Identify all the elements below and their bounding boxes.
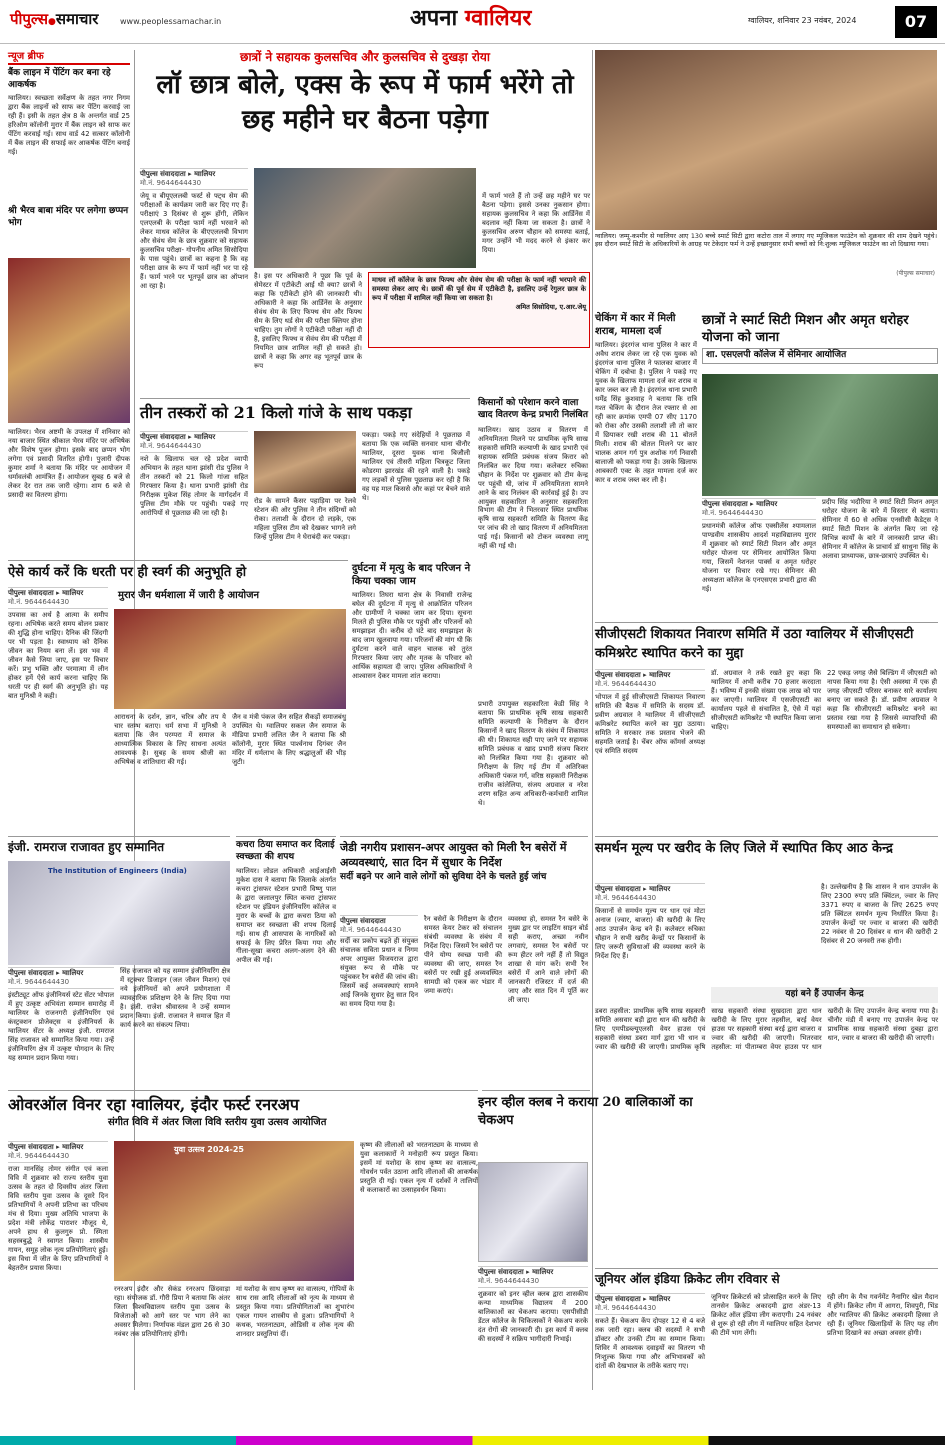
overall-headline: ओवरऑल विनर रहा ग्वालियर, इंदौर फर्स्ट रनरअप [8,1095,299,1114]
rainbasera-body-1: सर्दी का प्रकोप बढ़ते ही संयुक्त संचालक सविता प्रधान व निगम अपर आयुक्त विजयराज द्वारा संयुक्त रूप से मौके पर पहुंचकर रैन बसेरों की जांच की। जिसमें कई अव्यवस्थाएं सामने आईं जिनके सुधार हेतु सात दिन का समय दिया गया है। [340,937,418,1008]
smuggler-body-3: पकड़ा। पकड़े गए संदेहियों ने पूछताछ में बताया कि एक व्यक्ति सनवार थाना चीनौर ग्वालियर, दूसरा युवक थाना बिजौली ग्वालियर एवं तीसरी महिला चित्रकूट जिला कोडरमा झारखंड की रहने वाली है। पकड़े गए लड़कों से पुलिस पूछताछ कर रही है कि वह यह माल किससे और कहां पर बेचने वाले थे। [362,431,470,502]
engineer-photo-banner: The Institution of Engineers (India) [48,867,187,875]
engineer-headline: इंजी. रामराज राजावत हुए सम्मानित [8,840,165,854]
kisan-body-2: प्रभारी उपायुक्त सहकारिता केडी सिंह ने बताया कि प्राथमिक कृषि साख सहकारी समिति कल्याणी के निरीक्षण के दौरान किसानों ने खाद वितरण के संबंध में शिकायत की थी। शिकायत सही पाए जाने पर सहायक समिति प्रबंधक व खाद प्रभारी संजय किरार को निलंबित किया गया है। शुक्रवार को निरीक्षण के लिए गई टीम में अतिरिक्त अधिकारी पंकज गर्ग, वरिष्ठ सहकारी निरीक्षक राजीव कांलेलिया, संजय अग्रवाल व नरेश शरण सहित अन्य अधिकारी-कर्मचारी शामिल थे। [478,700,588,807]
engineer-story [8,836,230,1086]
msp-body-1: किसानों से समर्थन मूल्य पर धान एवं मोटा अनाज (ज्वार, बाजरा) की खरीदी के लिए आठ उपार्जन केन्द्र बने हैं। कलेक्टर रुचिका चौहान ने सभी खरीद केन्द्रों पर किसानों के लिए जरूरी सुविधाओं की व्यवस्था करने के निर्देश दिए हैं। [595,907,705,960]
rainbasera-byline: पीपुल्स संवाददाता मो.नं. 9644644430 [340,915,418,937]
dharti-byline: पीपुल्स संवाददाता ▸ ग्वालियर मो.नं. 9644644430 [8,587,108,609]
bhairav-photo [8,258,130,423]
lead-kicker: छात्रों ने सहायक कुलसचिव और कुलसचिव से दुखड़ा रोया [240,50,490,64]
brief-title-2: श्री भैरव बाबा मंदिर पर लगेगा छप्पन भोग [8,205,129,228]
smuggler-story [140,398,470,556]
overall-body-3: मां यशोदा के साथ कृष्ण का वात्सल्य, गोपियों के साथ रास आदि लीलाओं को नृत्य के माध्यम से प्रस्तुत किया गया। प्रतियोगिताओं का शुभारंभ एकल गायन शास्त्रीय से हुआ। प्रतिभागियों ने कथक, भरतनाट्यम, ओडिसी व लोक नृत्य की शानदार प्रस्तुतियां दीं। [236,1285,354,1338]
masthead [0,0,945,44]
dharti-body-2: आराधना के दर्शन, ज्ञान, चरित्र और तप ये चार स्तम्भ बताए। धर्म सभा में मुनिश्री ने बताया कि जैन परम्परा में समाज के आध्यात्मिक विकास के लिए साधना अत्यंत आवश्यक है। सुबह के समय श्रीजी का अभिषेक व शांतिधारा की गई। [114,713,226,766]
msp-subheading: यहां बने हैं उपार्जन केन्द्र [711,987,938,1003]
cricket-body-3: रही लीग के मैच गवर्नमेंट नैनागिर खेल मैदान में होंगे। क्रिकेट लीग में आगरा, शिवपुरी, भिंड और ग्वालियर की क्रिकेट अकादमी हिस्सा ले रही हैं। जूनियर खिलाड़ियों के लिए यह लीग प्रतिभा दिखाने का अच्छा अवसर होगी। [827,1293,938,1337]
yuva-utsav-photo [114,1141,354,1281]
smartcity-body-2: प्रदीप सिंह भदौरिया ने स्मार्ट सिटी मिशन अमृत धरोहर योजना के बारे में विस्तार से बताया। सेमिनार में 60 से अधिक एनसीसी कैडेट्स ने स्मार्ट सिटी मिशन के अंतर्गत किए जा रहे विभिन्न कार्यों के बारे में जानकारी प्राप्त की। सेमिनार में कॉलेज के प्राचार्य डॉ साधुना सिंह के अलावा प्राध्यापक, छात्र-छात्राएं उपस्थित थे। [822,498,938,560]
brief-body-1: ग्वालियर। स्वच्छता सर्वेक्षण के तहत नगर निगम द्वारा बैंक लाइनों को साफ कर पेंटिंग करवाई जा रही हैं। इसी के तहत क्षेत्र 8 के अन्तर्गत वार्ड 25 हरिओम कॉलोनी मुरार में बैंक लाइन को साफ कर पेंटिंग करवाई गई। साथ वार्ड 42 सत्कार कॉलोनी में बैंक लाइन की सफाई कर आकर्षक पेंटिंग बनाई गई। [8,93,130,156]
kachra-body: ग्वालियर। लोडल अधिकारी आईआईसी मुकेश दास ने बताया कि जिलाके अंतर्गत कचरा ट्रांसफर स्टेशन प्रभारी विष्णु पाल के द्वारा जलालपुर स्थित कचरा ट्रांसफर स्टेशन पर इंडियन इंजीनियरिंग कॉलेज व मुरार के बच्चों के द्वारा कचरा ठिया को समाप्त कर स्वच्छता की शपथ दिलाई गई। साथ ही आसपास के नागरिकों को सफाई के लिए प्रेरित किया गया और गीला-सूखा कचरा अलग-अलग देने की अपील की गई। [236,866,336,965]
lead-body-2: है। इस पर अधिकारी ने पूछा कि पूर्व के सेमेस्टर में एटीकेटी आई थी क्या? छात्रों ने कहा कि एटीकेटी होने की जानकारी थी। अधिकारी ने कहा कि आर्डिनेंस के अनुसार सेवंथ सेम के लिए फिफ्थ सेम और फिफ्थ सेम के लिए थर्ड सेम की परीक्षा क्लियर होना चाहिए। तुम लोगों ने एटीकेटी परीक्षा नहीं दी है, इसलिए फिफ्थ व सेवंथ सेम की परीक्षा में नियमित छात्र शामिल नहीं हो सकते हो। छात्रों ने कहा कि अगर वह भूतपूर्व छात्र के रूप [254,272,362,370]
dharti-body-1: उपवास का अर्थ है आत्मा के समीप रहना। अभिषेक करते समय बोलन प्रकार की शुद्धि होना चाहिए। दैनिक की जिंदगी पर भी पड़ता है। स्वाध्याय को दैनिक जीवन का नियम बना लें। इस भव में जीवन कैसे जिया जाए, इस पर विचार करें। प्रभु भक्ति और परमात्मा में लीन होकर हमें ऐसे कार्य करना चाहिए कि धरती पर ही स्वर्ग की अनुभूति हो। यह बात मुनिश्री ने कही। [8,611,108,700]
logo-text-left: पीपुल्स [10,10,49,28]
cricket-story [595,1268,938,1433]
page-number: 07 [895,6,937,38]
brief-title-1: बैंक लाइन में पेंटिंग कर बना रहे आकर्षक [8,68,111,91]
section-title-red: ग्वालियर [464,5,532,31]
top-photo-block [595,50,937,310]
msp-centers: डबरा तहसील: प्राथमिक कृषि साख सहकारी समिति असवार बड़ी द्वारा धान की खरीदी के लिए एमपीडब्ल्यूएलसी वेयर हाउस एवं सहकारी संस्था डबरा मार्ग द्वारा भी धान व ज्वार की खरीदी की जाएगी। प्राथमिक कृषि साख सहकारी संस्था सुखदाता द्वारा धान खरीदी के लिए मुरार तहसील, बरई वेयर हाउस पर सहकारी संस्था बरई द्वारा बाजरा व ज्वार की खरीदी की जाएगी। भितरवार तहसील: मां पीताम्बरा वेयर हाउस पर धान खरीदी के लिए उपार्जन केन्द्र बनाया गया है। चीनौर मंडी में बनाए गए उपार्जन केन्द्र पर प्राथमिक साख सहकारी संस्था दुबहा द्वारा धान, ज्वार व बाजरा की खरीदी की जाएगी। [595,1007,938,1051]
gst-body-2: डॉ. अग्रवाल ने तर्क रखते हुए कहा कि ग्वालियर में अभी करीब 70 हजार करदाता हैं। भविष्य में इनकी संख्या एक लाख को पार कर जाएगी। ग्वालियर में एसजीएसटी का कार्यालय पहले से संचालित है, ऐसे में यहां सीजीएसटी कमिश्नरेट भी स्थापित किया जाना चाहिए। [711,669,821,731]
lead-quote-box [368,272,590,348]
engineer-body-1: इंस्टीट्यूट ऑफ इंजीनियर्स स्टेट सेंटर भोपाल में हुए उत्कृष्ट अभियंता सम्मान समारोह में ग्वालियर के राजनगरी इंजीनियरिंग एवं कंस्ट्रक्शन प्रोजेक्ट्स व इंजीनियर्स के ग्वालियर सेंटर के अध्यक्ष इंजी. रामराज सिंह राजावत को सम्मानित किया गया। उन्हें इंजीनियरिंग क्षेत्र में उत्कृष्ट योगदान के लिए यह सम्मान प्रदान किया गया। [8,991,114,1062]
news-brief-column [8,50,130,590]
overall-body-2: रनरअप इंदौर और सेकंड रनरअप छिंदवाड़ा रहा। संयोजक डॉ. गौरी प्रिया ने बताया कि अंतर जिला विश्वविद्यालय स्तरीय युवा उत्सव के विजेताओं को आगे स्तर पर भाग लेने का अवसर मिलेगा। निर्णायक मंडल द्वारा 26 से 30 नवंबर तक प्रतियोगिताएं होंगी। [114,1285,230,1338]
cricket-headline: जूनियर ऑल इंडिया क्रिकेट लीग रविवार से [595,1272,780,1286]
overall-body-1: राजा मानसिंह तोमर संगीत एवं कला विवि में शुक्रवार को राज्य स्तरीय युवा उत्सव के तहत दो दिवसीय अंतर जिला विवि स्तरीय युवा उत्सव के दूसरे दिन प्रतिभागियों ने अपनी प्रतिभा का परिचय मंच से दिया। मुख्य अतिथि भाजपा के प्रदेश मंत्री लोकेंद्र पाराशर मौजूद थे, अपने हाथ से कुलगुरु प्रो. स्मिता सहस्त्रबुद्धे ने स्वागत किया। शास्त्रीय गायन, समूह लोक नृत्य प्रतियोगिताएं हुईं। इस विधा में जीत के लिए प्रतिभागियों ने बेहतरीन प्रयास किया। [8,1165,108,1272]
gst-body-1: भोपाल में हुई सीजीएसटी शिकायत निवारण समिति की बैठक में समिति के सदस्य डॉ. प्रवीण अग्रवाल ने ग्वालियर में सीजीएसटी कमिश्नरेट स्थापित करने का मुद्दा उठाया। समिति ने सरकार तक प्रस्ताव भेजने की सहमति जताई है। चेंबर ऑफ कॉमर्स अध्यक्ष एवं समिति सदस्य [595,693,705,755]
checking-body: ग्वालियर। इंदरगंज थाना पुलिस ने कार में अवैध शराब लेकर जा रहे एक युवक को इंदरगंज थाना पुलिस ने फालका बाजार में चेकिंग में दबोचा है। पुलिस ने पकड़े गए युवक के खिलाफ मामला दर्ज कर शराब व कार जब्त कर ली है। इंदरगंज थाना प्रभारी धर्मेंद्र सिंह कुशवाह ने बताया कि रात्रि गश्त चेकिंग के दौरान तेज रफ्तार से आ रही कार क्रमांक एमपी 07 सीए 1170 को रोका और उसकी तलाशी ली तो कार में छिपाकर रखी शराब की 11 बोतलें मिली। शराब की बोतल मिलने पर कार चालक अमन गर्ग पुत्र अशोक गर्ग निवासी बालाजी को पकड़ा गया है। उसके खिलाफ आबकारी एक्ट के तहत मामला दर्ज कर कार व शराब जब्त कर ली है। [595,341,697,484]
ganja-photo [254,431,356,493]
top-photo-credit: (पीपुल्स समाचार) [896,270,935,277]
accident-story [352,562,472,830]
kachra-story [236,836,336,1086]
overall-byline: पीपुल्स संवाददाता ▸ ग्वालियर मो.नं. 9644644430 [8,1141,108,1163]
msp-headline: समर्थन मूल्य पर खरीद के लिए जिले में स्थापित किए आठ केन्द्र [595,841,893,856]
gst-byline: पीपुल्स संवाददाता ▸ ग्वालियर मो.नं. 9644644430 [595,669,705,691]
smartcity-body-1: प्रधानमंत्री कॉलेज ऑफ एक्सीलेंस श्यामलाल पाण्डवीय शासकीय आदर्श महाविद्यालय मुरार में शुक्रवार को स्मार्ट सिटी मिशन और अमृत धरोहर योजना पर सेमिनार आयोजित किया गया, जिसमें नेशनल पार्क्स व अमृत धरोहर योजना पर विचार रखे गए। सेमिनार की अध्यक्षता कॉलेज के एनएसएस प्रभारी द्वारा की गई। [702,522,816,593]
msp-byline: पीपुल्स संवाददाता ▸ ग्वालियर मो.नं. 9644644430 [595,883,705,905]
cricket-body-1: जूनियर क्रिकेटर्स को प्रोत्साहित करने के लिए तानसेन क्रिकेट अकादमी द्वारा अंडर-13 क्रिकेट ऑल इंडिया लीग कराएगी। 24 नवंबर से शुरू हो रही लीग में ग्वालियर सहित देशभर की टीमें भाग लेंगी। [711,1293,821,1337]
gst-headline: सीजीएसटी शिकायत निवारण समिति में उठा ग्वालियर में सीजीएसटी कमिश्नरेट स्थापित करने का मुद्दा [595,627,914,661]
gst-body-3: 22 एकड़ जगह जैसे बिल्डिंग में जीएसटी को नापस किया गया है। ऐसी अवस्था में एक ही जगह जीएसटी परिसर बनाकर सारे कार्यालय बनाए जा सकते हैं। डॉ. प्रवीण अग्रवाल ने कहा कि सीजीएसटी कमिश्नरेट बनने का प्रस्ताव रखा गया है जिससे व्यापारियों की समस्याओं का समाधान हो सकेगा। [827,669,937,731]
yuva-utsav-banner: युवा उत्सव 2024-25 [174,1145,244,1154]
checking-headline: चेकिंग में कार में मिली शराब, मामला दर्ज [595,313,676,338]
website-url[interactable]: www.peoplessamachar.in [120,17,222,26]
newspaper-logo[interactable]: पीपुल्स●समाचार [10,10,99,28]
logo-text-right: समाचार [55,10,99,28]
lead-photo [254,168,476,268]
accident-body: ग्वालियर। तिघरा थाना क्षेत्र के निवासी राजेन्द्र बघेल की दुर्घटना में मृत्यु से आक्रोशित परिजन और ग्रामीणों ने चक्का जाम कर दिया। सूचना मिलते ही पुलिस मौके पर पहुंची और परिजनों को समझाइश दी। करीब दो घंटे बाद समझाइश के बाद जाम खुलवाया गया। परिजनों की मांग थी कि दुर्घटना करने वाले वाहन चालक को तुरंत गिरफ्तार किया जाए और मृतक के परिवार को आर्थिक सहायता दी जाए। पुलिस अधिकारियों ने आश्वासन देकर मामला शांत कराया। [352,591,472,681]
msp-story [595,836,938,1264]
kisan-story [478,398,588,698]
top-photo-caption: ग्वालियर। जम्मू-कश्मीर से ग्वालियर आए 130 बच्चे स्मार्ट सिटी द्वारा कटोरा ताल में लगाए गए म्यूजिकल फाउंटेन को शुक्रवार की शाम देखने पहुंचे। इस दौरान स्मार्ट सिटी के अधिकारियों के आग्रह पर टेकेदार फर्म ने उन्हें इच्छानुसार सभी बच्चों को नि:शुल्क म्यूजिकल फाउंटेन का शो दिखाया गया। [595,232,937,249]
news-brief-label: न्यूज ब्रीफ [8,50,130,65]
innerwheel-headline: इनर व्हील क्लब ने कराया 20 बालिकाओं का चेकअप [478,1095,693,1129]
jain-dharmshala-photo [114,609,346,709]
kisan-body-1: ग्वालियर। खाद उठाव व वितरण में अनियमितता मिलने पर प्राथमिक कृषि साख सहकारी समिति कल्याणी के खाद प्रभारी एवं सहायक समिति प्रबंधक संजय किरार को निलंबित कर दिया गया। कलेक्टर रुचिका चौहान के निर्देश पर शुक्रवार को टीम केन्द्र पर पहुंची थी, जांच में अनियमितता सामने आने के बाद निलंबन की कार्रवाई हुई है। उप आयुक्त सहकारिता ने अनुसार सहकारिता विभाग की टीम ने भितरवार स्थित प्राथमिक कृषि साख सहकारी समिति के वितरण केंद्र पर जांच की तो खाद वितरण में अनियमितता पाई गई। किसानों को टोकन व्यवस्था लागू नहीं की गई थी। [478,425,588,551]
section-title [410,4,531,33]
innerwheel-photo [478,1162,588,1262]
overall-subhead: संगीत विवि में अंतर जिला विवि स्तरीय युवा उत्सव आयोजित [108,1117,327,1129]
overall-story [8,1090,478,1430]
kachra-headline: कचरा ठिया समाप्त कर दिलाई स्वच्छता की शपथ [236,840,335,862]
rainbasera-body-3: व्यवस्था हो, समस्त रैन बसेरे के मुख्य द्वार पर लाइटिंग साइन बोर्ड सही कराए, अच्छा नवीन लगवाएं, समस्त रैन बसेरों पर रूम हीटर लगे नहीं हैं तो विद्युत शाखा से मांग करें। सभी रैन बसेरों में आने वाले लोगों की जानकारी रजिस्टर में दर्ज की जाए और सात दिन में पूर्ति कर ली जाए। [508,915,588,1004]
engineer-body-2: सिंह राजावत को यह सम्मान इंजीनियरिंग क्षेत्र में स्ट्रक्चर डिजाइन (जल जीवन मिशन) एवं नये इंजीनियरों को अपने प्रयोगशाला में व्यावहारिक प्रशिक्षण देने के लिए दिया गया है। इंजी. राजेश श्रीवास्तव ने उन्हें सम्मान प्रदान किया। इंजी. राजावत ने समाज हित में कार्य करने का संकल्प लिया। [120,967,230,1029]
dharti-body-3: जैन व मंत्री पंकज जैन सहित सैकड़ों समाजबंधु उपस्थित थे। ग्वालियर सकल जैन समाज के मीडिया प्रभारी ललित जैन ने बताया कि श्री कॉलोनी, मुरार स्थित पार्श्वनाथ दिगंबर जैन मंदिर में धर्मलाभ के लिए श्रद्धालुओं की भीड़ जुटी। [232,713,346,766]
lead-quote-author: अमित सिसोदिया, ए.आर.जेयू [515,302,586,311]
musical-fountain-photo [595,50,937,230]
smuggler-body-1: नशे के खिलाफ चल रहे प्रदेश व्यापी अभियान के तहत थाना झांसी रोड पुलिस ने तीन तस्करों को 21 किलो गांजा सहित गिरफ्तार किया है। थाना प्रभारी झांसी रोड निरीक्षक मुकेश सिंह तोमर के मार्गदर्शन में पुलिस टीम मौके पर पहुंची। पकड़े गए आरोपियों से पूछताछ की जा रही है। [140,455,248,517]
rainbasera-story [340,836,588,1086]
cricket-body-2: सकते हैं। चेकअप केंप दोपहर 12 से 4 बजे तक जारी रहा। क्लब की सदस्यों ने सभी डॉक्टर और उनकी टीम का सम्मान किया। शिविर में आवश्यक दवाइयों का वितरण भी निःशुल्क किया गया और अभिभावकों को दांतों की देखभाल के तरीके बताए गए। [595,1317,705,1370]
seminar-photo [702,374,938,496]
engineer-byline: पीपुल्स संवाददाता ▸ ग्वालियर मो.नं. 9644644430 [8,967,114,989]
smartcity-headline: छात्रों ने स्मार्ट सिटी मिशन और अमृत धरोहर योजना को जाना [702,313,909,346]
kisan-headline: किसानों को परेशान करने वाला खाद वितरण केन्द्र प्रभारी निलंबित [478,398,588,420]
checking-story [595,312,697,617]
smuggler-body-2: रोड के सामने कैंसर पहाड़िया पर रेलवे स्टेशन की ओर पुलिस ने तीन संदिग्धों को रोका। तलाशी के दौरान दो लड़के, एक महिला पुलिस टीम को देखकर भागने लगे जिन्हें पुलिस टीम ने घेराबंदी कर पकड़ा। [254,497,356,541]
kisan-story-cont [478,700,588,830]
lead-headline: लॉ छात्र बोले, एक्स के रूप में फार्म भरेंगे तो छह महीने घर बैठना पड़ेगा [156,69,574,135]
lead-body-1: जेयू व बीयूएललबी फर्स्ट से फ्ट्थ सेम की परीक्षाओं के कार्यक्रम जारी कर दिए गए हैं। परीक्षाएं 3 दिसंबर से शुरू होंगी, लेकिन एलएलबी के परीक्षा फार्म नहीं भरवाने को लेकर माधव कॉलेज के बीएएललबी विभाग और सेवंथ सेम के छात्र शुक्रवार को सहायक कुलसचिव परीक्षा- गोपनीय अमित सिसोदिया के पास पहुंचे। छात्रों का कहना है कि वह परीक्षा छात्र के रूप में फार्म नहीं भर पा रहे हैं। फार्म भरने पर भूतपूर्व छात्र का ऑप्शन आ रहा है। [140,192,249,290]
smartcity-subhead: शा. एसएलपी कॉलेज में सेमिनार आयोजित [702,348,938,364]
gst-story [595,622,938,832]
smuggler-headline: तीन तस्करों को 21 किलो गांजे के साथ पकड़ा [140,403,412,422]
dharti-subhead: मुरार जैन धर्मशाला में जारी है आयोजन [118,590,260,601]
smartcity-story [702,312,938,617]
lead-story [140,50,590,370]
lead-body-4: में फार्म भरते हैं तो उन्हें छह महीने घर पर बैठना पड़ेगा। इससे उनका नुकसान होगा। सहायक कुलसचिव ने कहा कि आर्डिनेंस में बदलाव नहीं किया जा सकता है। छात्रों ने कुलसचिव अरुण चौहान को समस्या बताई, मगर उन्होंने भी मदद करने से इंकार कर दिया। [482,192,590,254]
engineer-award-photo [8,861,230,965]
footer-color-strip [0,1436,945,1445]
rainbasera-body-2: रैन बसेरों के निरीक्षण के दौरान समस्त केयर टेकर को संचालन संबंधी व्यवस्था के संबंध में निर्देश दिए। जिसमें रैन बसेरों पर पीने योग्य स्वच्छ पानी की व्यवस्था की जाए, समस्त रैन बसेरों पर रखी हुई अव्यवस्थित सामग्री को एकत्र कर भंडार में जमा कराएं। [424,915,502,995]
innerwheel-byline: पीपुल्स संवाददाता ▸ ग्वालियर मो.नं. 9644644430 [478,1266,588,1288]
dateline: ग्वालियर, शनिवार 23 नवंबर, 2024 [748,16,857,25]
accident-headline: दुर्घटना में मृत्यु के बाद परिजन ने किया चक्का जाम [352,563,471,588]
dharti-headline: ऐसे कार्य करें कि धरती पर ही स्वर्ग की अनुभूति हो [8,565,247,580]
section-title-black: अपना [410,5,458,31]
brief-body-2: ग्वालियर। भैरव अष्टमी के उपलक्ष में शनिवार को नया बाजार स्थित श्रीकाल भैरव मंदिर पर अभिषेक और विशेष पूजन होगा। इसके बाद छप्पन भोग लगेगा एवं प्रसादी वितरित होगी। पुजारी दीपक कुमार शर्मा ने बताया कि मंदिर पर आयोजन में धर्मावलंबी आमंत्रित हैं। आयोजन सुबह 6 बजे से लेकर देर रात तक जारी रहेगा। शाम 6 बजे से प्रसादी का वितरण होगा। [8,428,130,499]
smuggler-byline: पीपुल्स संवाददाता ▸ ग्वालियर मो.नं. 9644644430 [140,431,248,453]
overall-body-4: कृष्ण की लीलाओं को भरतनाट्यम के माध्यम से युवा कलाकारों ने मनोहारी रूप प्रस्तुत किया। इसमें मां यशोदा के साथ कृष्ण का वात्सल्य, गोवर्धन पर्वत उठाना आदि लीलाओं की आकर्षक प्रस्तुति दी गई। एकल नृत्य में दर्शकों ने तालियों से कलाकारों का उत्साहवर्धन किया। [360,1141,478,1194]
innerwheel-body-1: शुक्रवार को इनर व्हील क्लब द्वारा शासकीय कन्या माध्यमिक विद्यालय में 200 बालिकाओं का चेकअप कराया। एसपीसीडी डेंटल कॉलेज के चिकित्सकों ने चेकअप करके दंत रोगों की जानकारी दी। इस कार्य में क्लब की सदस्यों ने सक्रिय भागीदारी निभाई। [478,1290,588,1343]
cricket-byline: पीपुल्स संवाददाता ▸ ग्वालियर मो.नं. 9644644430 [595,1293,705,1315]
msp-body-2: है। उल्लेखनीय है कि शासन ने धान उपार्जन के लिए 2300 रुपए प्रति क्विंटल, ज्वार के लिए 3371 रुपए व बाजरा के लिए 2625 रुपए प्रति क्विंटल समर्थन मूल्य निर्धारित किया है। उपार्जन केन्द्रों पर ज्वार व बाजरा की खरीदी 22 नवंबर से 20 दिसंबर व धान की खरीदी 2 दिसंबर से 20 जनवरी तक होगी। [821,883,938,945]
lead-byline: पीपुल्स संवाददाता ▸ ग्वालियर मो.नं. 9644644430 [140,168,248,190]
rainbasera-subhead: सर्दी बढ़ने पर आने वाले लोगों को सुविधा देने के चलते हुई जांच [340,871,547,882]
dharti-story [8,560,348,830]
smartcity-byline: पीपुल्स संवाददाता ▸ ग्वालियर मो.नं. 9644644430 [702,498,816,520]
lead-quote-text: माधव लॉ कॉलेज के छात्र फिफ्थ और सेवंथ सेम की परीक्षा के फार्म नहीं भरपाने की समस्या लेकर आए थे। छात्रों की पूर्व सेम में एटीकेटी है, इसलिए उन्हें रेगुलर छात्र के रूप में परीक्षा में शामिल नहीं किया जा सकता है। [372,276,586,302]
rainbasera-headline: जेडी नगरीय प्रशासन-अपर आयुक्त को मिली रैन बसेरों में अव्यवस्थाएं, सात दिन में सुधार के निर्देश [340,841,567,870]
